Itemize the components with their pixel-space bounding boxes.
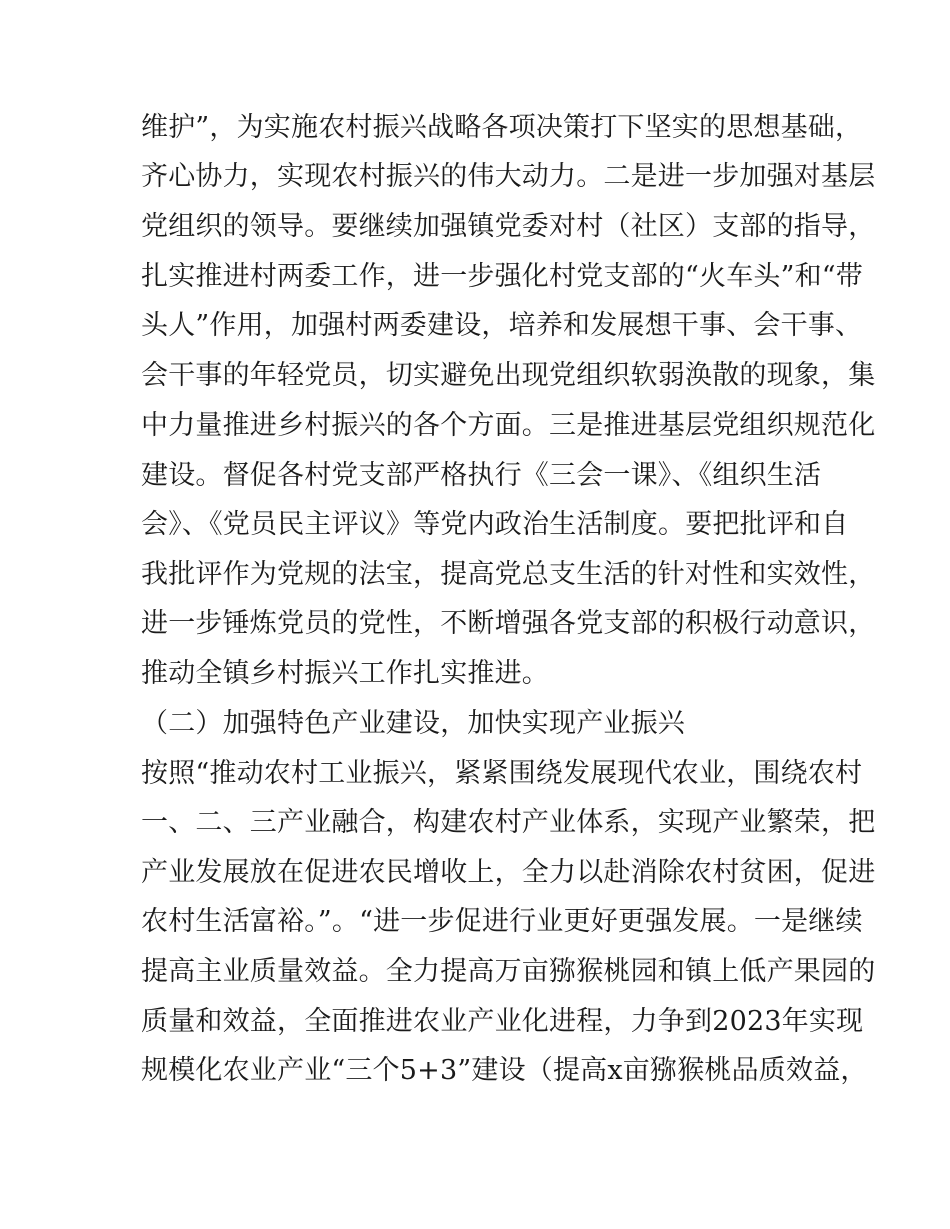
text-line: 维护”，为实施农村振兴战略各项决策打下坚实的思想基础， xyxy=(141,112,863,143)
text-line: 规模化农业产业“三个5+3”建设（提高x亩猕猴桃品质效益， xyxy=(141,1055,868,1086)
text-line: 一、二、三产业融合，构建农村产业体系，实现产业繁荣，把 xyxy=(141,807,876,838)
text-line: 扎实推进村两委工作，进一步强化村党支部的“火车头”和“带 xyxy=(141,261,864,292)
text-line: 建设。督促各村党支部严格执行《三会一课》、《组织生活 xyxy=(141,460,822,491)
text-line: 按照“推动农村工业振兴，紧紧围绕发展现代农业，围绕农村 xyxy=(141,758,863,789)
text-line: 产业发展放在促进农民增收上，全力以赴消除农村贫困，促进 xyxy=(141,857,876,888)
text-line: 进一步锤炼党员的党性，不断增强各党支部的积极行动意识， xyxy=(141,608,876,639)
text-line: 齐心协力，实现农村振兴的伟大动力。二是进一步加强对基层 xyxy=(141,161,876,192)
text-line: 我批评作为党规的法宝，提高党总支生活的针对性和实效性， xyxy=(141,559,876,590)
section-heading: （二）加强特色产业建设，加快实现产业振兴 xyxy=(141,708,685,739)
text-line: 中力量推进乡村振兴的各个方面。三是推进基层党组织规范化 xyxy=(141,410,876,441)
text-line: 头人”作用，加强村两委建设，培养和发展想干事、会干事、 xyxy=(141,310,863,341)
text-line: 提高主业质量效益。全力提高万亩猕猴桃园和镇上低产果园的 xyxy=(141,956,876,987)
text-line: 农村生活富裕。”。“进一步促进行业更好更强发展。一是继续 xyxy=(141,906,863,937)
text-line: 质量和效益，全面推进农业产业化进程，力争到2023年实现 xyxy=(141,1006,864,1037)
text-line: 会》、《党员民主评议》等党内政治生活制度。要把批评和自 xyxy=(141,509,849,540)
text-line: 党组织的领导。要继续加强镇党委对村（社区）支部的指导， xyxy=(141,211,876,242)
text-line: 会干事的年轻党员，切实避免出现党组织软弱涣散的现象，集 xyxy=(141,360,876,391)
text-line: 推动全镇乡村振兴工作扎实推进。 xyxy=(141,658,549,689)
